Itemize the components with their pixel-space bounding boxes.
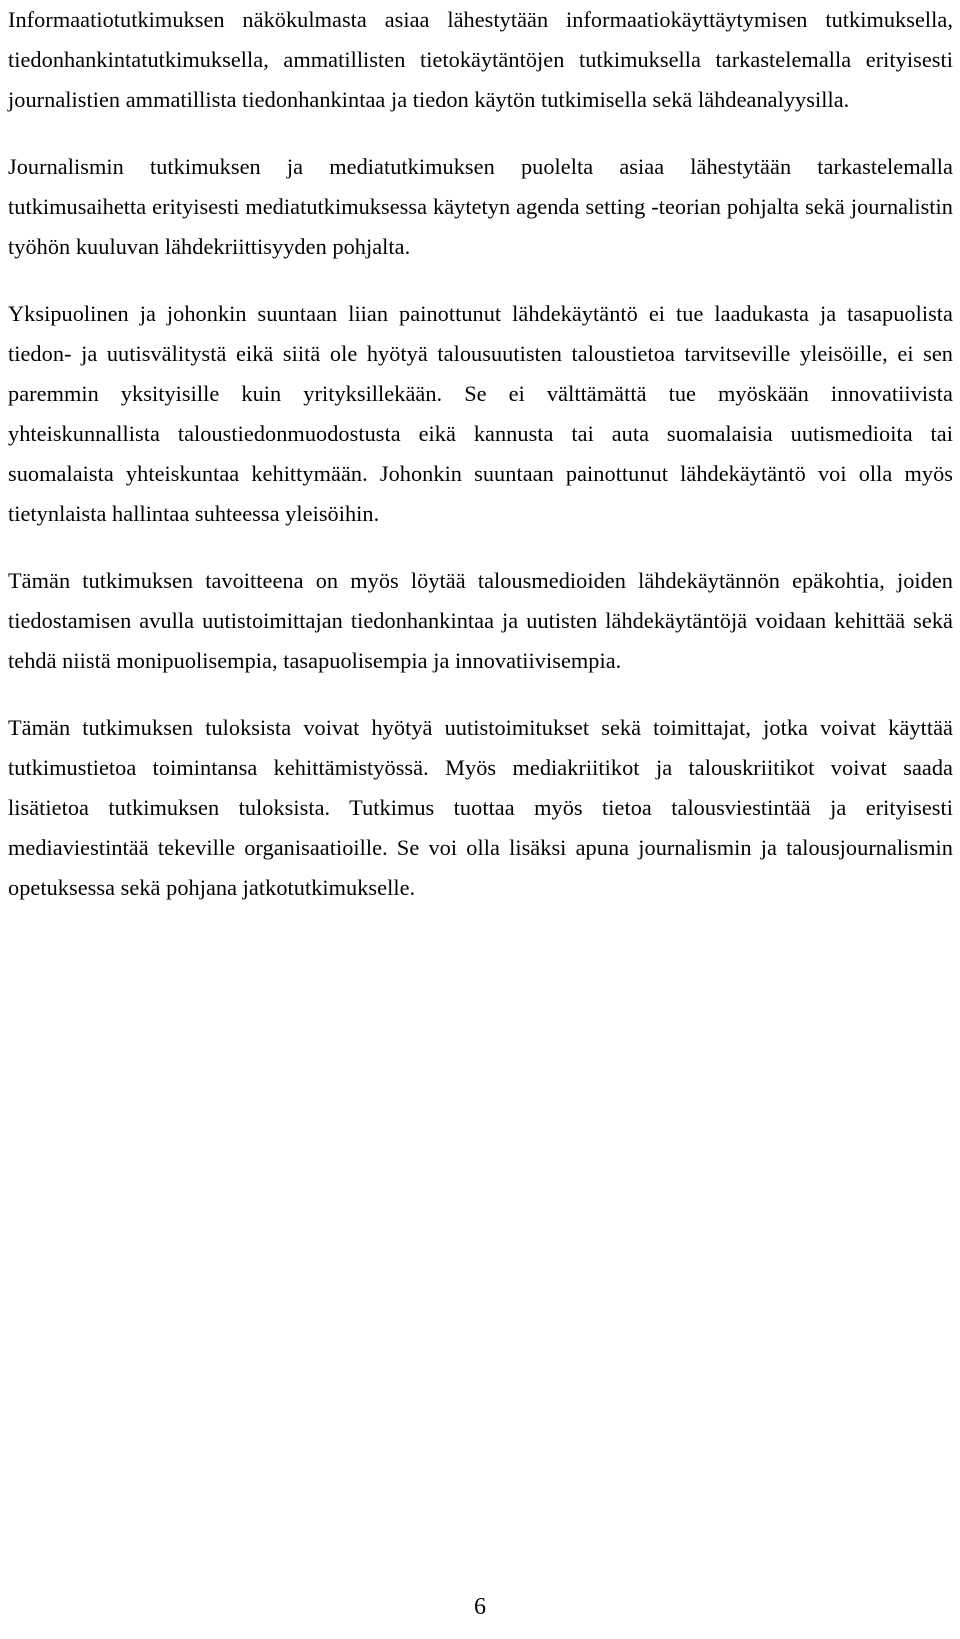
- paragraph-journalism-research: Journalismin tutkimuksen ja mediatutkimuksen puolelta asiaa lähestytään tarkastelemalla tutkimusaihetta erityisesti mediatutkimuksessa käytetyn agenda setting -teorian pohjalta sekä journalistin työhön kuuluvan lähdekriittisyyden pohjalta.: [8, 154, 953, 259]
- page-number: 6: [474, 1594, 486, 1620]
- body-text: [8, 0, 953, 935]
- paragraph-one-sided-sources: Yksipuolinen ja johonkin suuntaan liian painottunut lähdekäytäntö ei tue laadukasta ja tasapuolista tiedon- ja uutisvälitystä eikä siitä ole hyötyä talousuutisten taloustietoa tarvitseville yleisöille, ei sen paremmin yksityisille kuin yrityksillekään. Se ei välttämättä tue myöskään innovatiivista yhteiskunnallista taloustiedonmuodostusta eikä kannusta tai auta suomalaisia uutismedioita tai suomalaista yhteiskuntaa kehittymään. Johonkin suuntaan painottunut lähdekäytäntö voi olla myös tietynlaista hallintaa suhteessa yleisöihin.: [8, 301, 953, 526]
- paragraph-research-goal: Tämän tutkimuksen tavoitteena on myös löytää talousmedioiden lähdekäytännön epäkohtia, joiden tiedostamisen avulla uutistoimittajan tiedonhankintaa ja uutisten lähdekäytäntöjä voidaan kehittää sekä tehdä niistä monipuolisempia, tasapuolisempia ja innovatiivisempia.: [8, 568, 953, 673]
- paragraph-information-research: Informaatiotutkimuksen näkökulmasta asiaa lähestytään informaatiokäyttäytymisen tutkimuksella, tiedonhankintatutkimuksella, ammatillisten tietokäytäntöjen tutkimuksella tarkastelemalla erityisesti journalistien ammatillista tiedonhankintaa ja tiedon käytön tutkimisella sekä lähdeanalyysilla.: [8, 7, 953, 112]
- paragraph-beneficiaries: Tämän tutkimuksen tuloksista voivat hyötyä uutistoimitukset sekä toimittajat, jotka voivat käyttää tutkimustietoa toimintansa kehittämistyössä. Myös mediakriitikot ja talouskriitikot voivat saada lisätietoa tutkimuksen tuloksista. Tutkimus tuottaa myös tietoa talousviestintää ja erityisesti mediaviestintää tekeville organisaatioille. Se voi olla lisäksi apuna journalismin ja talousjournalismin opetuksessa sekä pohjana jatkotutkimukselle.: [8, 715, 953, 900]
